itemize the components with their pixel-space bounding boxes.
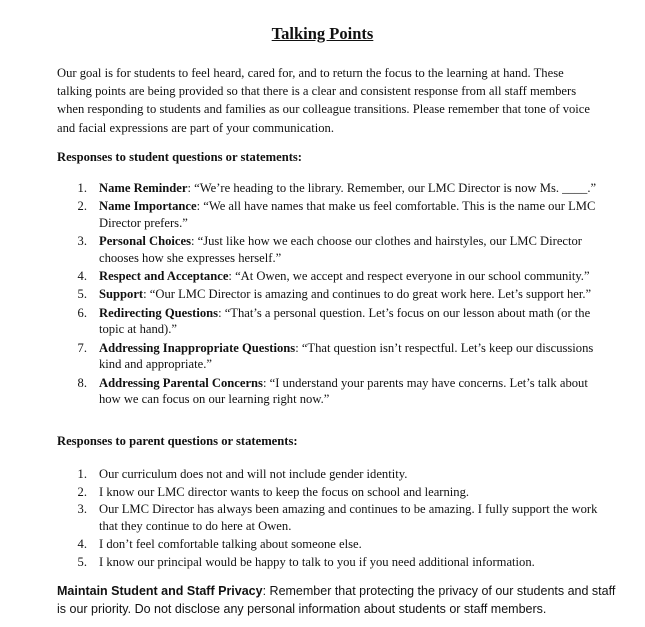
list-item: 2. Name Importance: “We all have names that make us feel comfortable. This is the name our LMC Director prefers.” bbox=[77, 199, 596, 230]
list-item: 4. I don’t feel comfortable talking about someone else. bbox=[77, 536, 362, 551]
list-item: 4. Respect and Acceptance: “At Owen, we accept and respect everyone in our school community.” bbox=[77, 269, 590, 284]
item-text: I don’t feel comfortable talking about someone else. bbox=[99, 536, 362, 551]
privacy-label: Maintain Student and Staff Privacy bbox=[57, 584, 263, 598]
list-item: 3. Personal Choices: “Just like how we each choose our clothes and hairstyles, our LMC Director chooses how she expresses herself.” bbox=[77, 234, 583, 265]
item-text: Our LMC Director has always been amazing and continues to be amazing. I fully support the work that they continue to do here at Owen. bbox=[99, 502, 598, 534]
list-item: 1. Our curriculum does not and will not include gender identity. bbox=[77, 467, 408, 481]
privacy-text: : Remember that protecting the privacy of our students and staff is our priority. Do not disclose any personal information about students or staff members. bbox=[57, 584, 616, 616]
item-label: Respect and Acceptance bbox=[99, 269, 229, 284]
item-text: I know our principal would be happy to talk to you if you need additional information. bbox=[99, 554, 535, 569]
item-text: Our curriculum does not and will not include gender identity. bbox=[99, 467, 408, 481]
item-text: : “Just like how we each choose our clothes and hairstyles, our LMC Director chooses how she expresses herself.” bbox=[99, 234, 583, 265]
parent-responses-heading: Responses to parent questions or statements: bbox=[57, 434, 298, 448]
item-text: : “That’s a personal question. Let’s focus on our lesson about math (or the topic at hand).” bbox=[99, 305, 591, 337]
list-item: 3. Our LMC Director has always been amazing and continues to be amazing. I fully support the work that they continue to do here at Owen. bbox=[77, 502, 598, 534]
item-text: : “We all have names that make us feel comfortable. This is the name our LMC Director prefers.” bbox=[99, 199, 596, 230]
list-item: 5. I know our principal would be happy to talk to you if you need additional information. bbox=[77, 554, 535, 569]
list-item: 1. Name Reminder: “We’re heading to the library. Remember, our LMC Director is now Ms. ____.” bbox=[77, 181, 597, 195]
item-label: Support bbox=[99, 287, 144, 302]
item-text: I know our LMC director wants to keep the focus on school and learning. bbox=[99, 484, 470, 499]
list-item: 7. Addressing Inappropriate Questions: “That question isn’t respectful. Let’s keep our discussions kind and appropriate.” bbox=[77, 340, 594, 372]
item-label: Name Reminder bbox=[99, 181, 188, 195]
item-label: Addressing Parental Concerns bbox=[99, 375, 263, 390]
student-responses-heading: Responses to student questions or statements: bbox=[57, 150, 303, 164]
item-text: : “That question isn’t respectful. Let’s keep our discussions kind and appropriate.” bbox=[99, 340, 594, 372]
item-label: Personal Choices bbox=[99, 234, 191, 249]
list-item: 8. Addressing Parental Concerns: “I understand your parents may have concerns. Let’s talk about how we can focus on our learning right now.” bbox=[77, 375, 588, 407]
item-label: Addressing Inappropriate Questions bbox=[99, 340, 296, 355]
item-text: : “We’re heading to the library. Remember, our LMC Director is now Ms. ____.” bbox=[187, 181, 597, 195]
list-item: 6. Redirecting Questions: “That’s a personal question. Let’s focus on our lesson about math (or the topic at hand).” bbox=[77, 305, 591, 337]
privacy-note bbox=[57, 582, 627, 618]
item-text: : “At Owen, we accept and respect everyone in our school community.” bbox=[228, 269, 590, 284]
item-text: : “Our LMC Director is amazing and continues to do great work here. Let’s support her.” bbox=[143, 287, 592, 302]
item-label: Redirecting Questions bbox=[99, 305, 219, 320]
student-responses-list bbox=[57, 180, 609, 409]
intro-paragraph: Our goal is for students to feel heard, cared for, and to return the focus to the learning at hand. These talking points are being provided so that there is a clear and consistent response from all staff members when responding to students and families as our colleague transitions. Please remember that tone of voice and facial expressions are part of your communication. bbox=[57, 66, 590, 135]
item-text: : “I understand your parents may have concerns. Let’s talk about how we can focus on our learning right now.” bbox=[99, 375, 588, 407]
item-label: Name Importance bbox=[99, 199, 197, 214]
list-item: 5. Support: “Our LMC Director is amazing and continues to do great work here. Let’s support her.” bbox=[77, 287, 592, 302]
list-item: 2. I know our LMC director wants to keep the focus on school and learning. bbox=[77, 484, 470, 499]
page-title: Talking Points bbox=[271, 24, 374, 43]
parent-responses-list bbox=[57, 466, 609, 571]
